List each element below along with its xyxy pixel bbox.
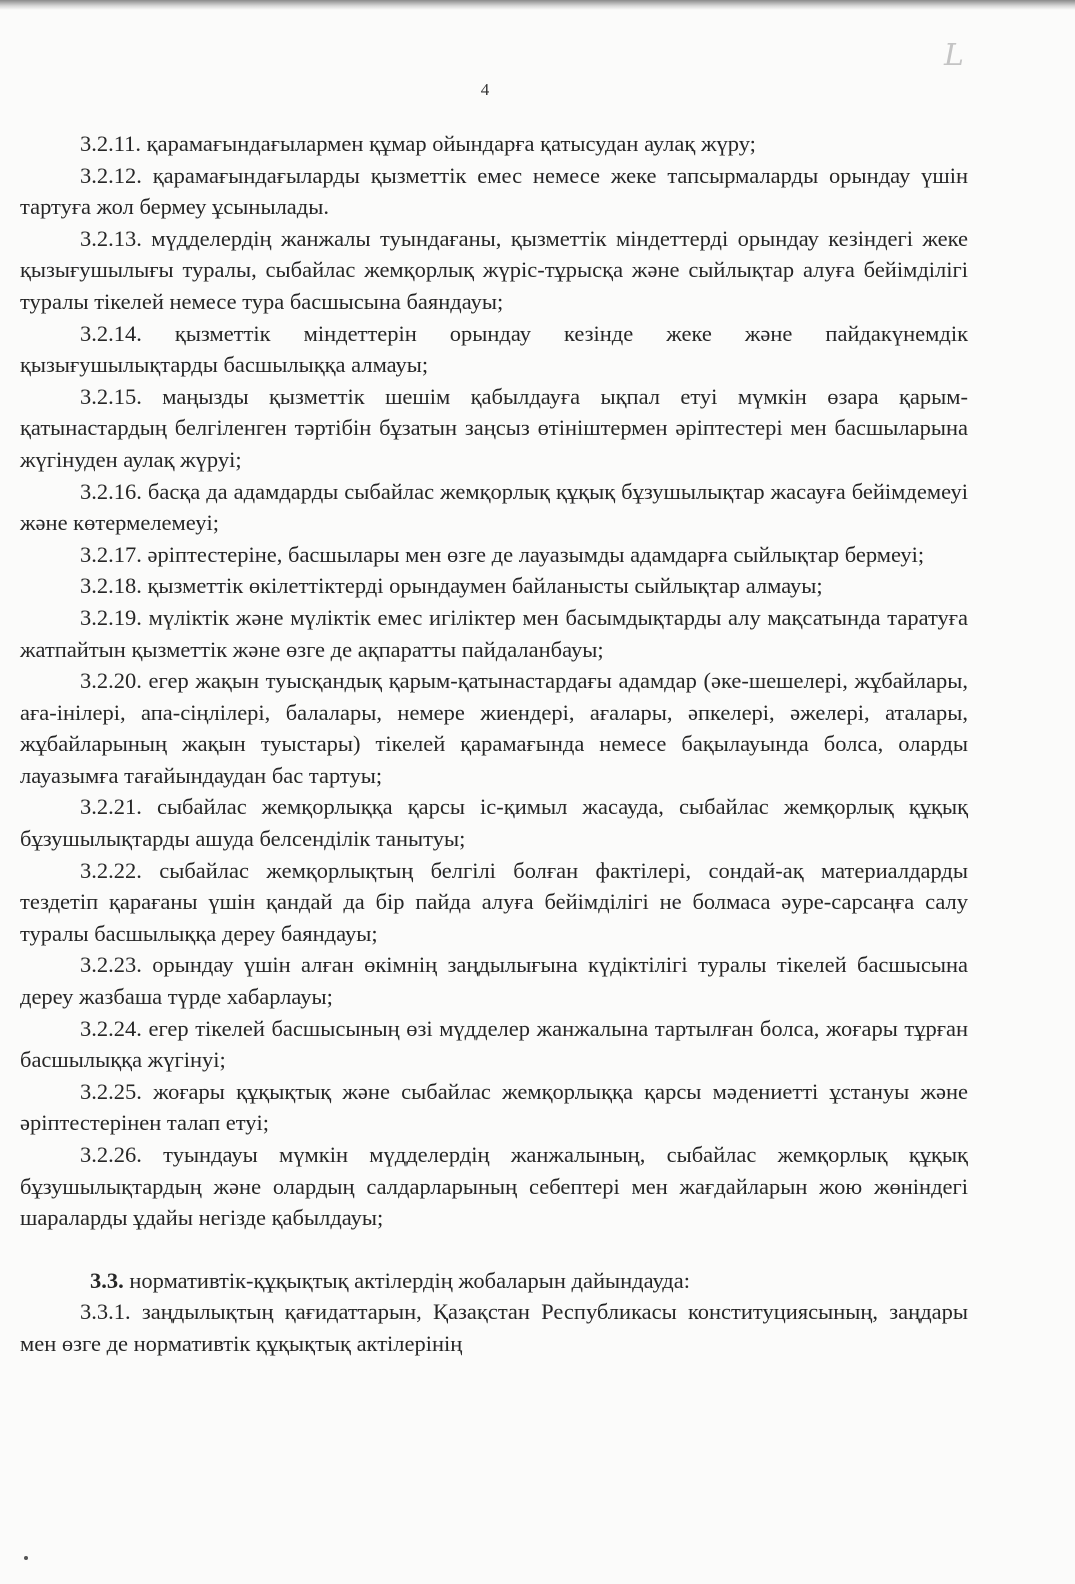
paragraph-3-2-24: 3.2.24. егер тікелей басшысының өзі мүдделер жанжалына тартылған болса, жоғары тұрған басшылыққа жүгінуі;	[20, 1015, 968, 1073]
paragraph-3-2-19: 3.2.19. мүліктік және мүліктік емес игіліктер мен басымдықтарды алу мақсатында таратуға жатпайтын қызметтік және өзге де ақпаратты пайдаланбауы;	[20, 604, 968, 662]
paragraph-3-2-26: 3.2.26. туындауы мүмкін мүдделердің жанжалының, сыбайлас жемқорлық құқық бұзушылықтардың және олардың салдарларының себептері мен жағдайларын жою жөніндегі шараларды ұдайы негізде қабылдауы;	[20, 1142, 968, 1231]
paragraph-3-3-1: 3.3.1. заңдылықтың қағидаттарын, Қазақстан Республикасы конституциясының, заңдары мен өзге де нормативтік құқықтық актілерінің	[20, 1299, 968, 1356]
paragraph-3-2-21: 3.2.21. сыбайлас жемқорлыққа қарсы іс-қимыл жасауда, сыбайлас жемқорлық құқық бұзушылықтарды ашуда белсенділік танытуы;	[20, 794, 968, 852]
paragraph-3-2-15: 3.2.15. маңызды қызметтік шешім қабылдауға ықпал етуі мүмкін өзара қарым-қатынастардың белгіленген тәртібін бұзатын заңсыз өтініштермен әріптестері мен басшыларына жүгінуден аулақ жүруі;	[20, 383, 968, 472]
paragraph-3-2-13: 3.2.13. мүдделердің жанжалы туындағаны, қызметтік міндеттерді орындау кезіндегі жеке қызығушылығы туралы, сыбайлас жемқорлық жүріс-тұрысқа және сыйлықтар алуға бейімділігі туралы тікелей немесе тура басшысына баяндауы;	[20, 225, 968, 314]
page-number: 4	[480, 80, 490, 99]
paragraph-3-2-22: 3.2.22. сыбайлас жемқорлықтың белгілі болған фактілері, сондай-ақ материалдарды тездетіп қарағаны үшін қандай да бір пайда алуға бейімділігі не болмаса әуре-сарсаңға салу туралы басшылыққа дереу баяндауы;	[20, 857, 968, 946]
scan-top-edge	[0, 0, 1075, 10]
section-number: 3.3.	[90, 1267, 124, 1293]
section-heading-text: нормативтік-құқықтық актілердің жобаларын дайындауда:	[123, 1267, 690, 1293]
paragraph-3-2-18: 3.2.18. қызметтік өкілеттіктерді орындаумен байланысты сыйлықтар алмауы;	[80, 573, 823, 599]
document-body	[20, 128, 968, 1360]
paragraph-3-2-25: 3.2.25. жоғары құқықтық және сыбайлас жемқорлыққа қарсы мәдениетті ұстануы және әріптестерінен талап етуі;	[20, 1078, 968, 1136]
paragraph-3-2-23: 3.2.23. орындау үшін алған өкімнің заңдылығына күдіктілігі туралы тікелей басшысына дереу жазбаша түрде хабарлауы;	[20, 952, 968, 1010]
paragraph-3-2-17: 3.2.17. әріптестеріне, басшылары мен өзге де лауазымды адамдарға сыйлықтар бермеуі;	[80, 541, 925, 567]
paragraph-3-2-20: 3.2.20. егер жақын туысқандық қарым-қатынастардағы адамдар (әке-шешелері, жұбайлары, аға-інілері, апа-сіңлілері, балалары, немере жиендері, ағалары, әпкелері, әжелері, аталары, жұбайларының жақын туыстары) тікелей қарамағында немесе бақылауында болса, оларды лауазымға тағайындаудан бас тартуы;	[20, 668, 968, 788]
paragraph-3-2-14: 3.2.14. қызметтік міндеттерін орындау кезінде жеке және пайдакүнемдік қызығушылықтарды басшылыққа алмауы;	[20, 320, 968, 378]
margin-dot	[24, 1556, 28, 1560]
corner-handwritten-mark: L	[944, 38, 964, 73]
section-heading-3-3	[20, 1265, 968, 1297]
paragraph-3-2-16: 3.2.16. басқа да адамдарды сыбайлас жемқорлық құқық бұзушылықтар жасауға бейімдемеуі және көтермелемеуі;	[20, 478, 968, 536]
paragraph-3-2-11: 3.2.11. қарамағындағылармен құмар ойындарға қатысудан аулақ жүру;	[80, 131, 756, 156]
paragraph-3-2-12: 3.2.12. қарамағындағыларды қызметтік емес немесе жеке тапсырмаларды орындау үшін тартуға жол бермеу ұсынылады.	[20, 162, 968, 220]
